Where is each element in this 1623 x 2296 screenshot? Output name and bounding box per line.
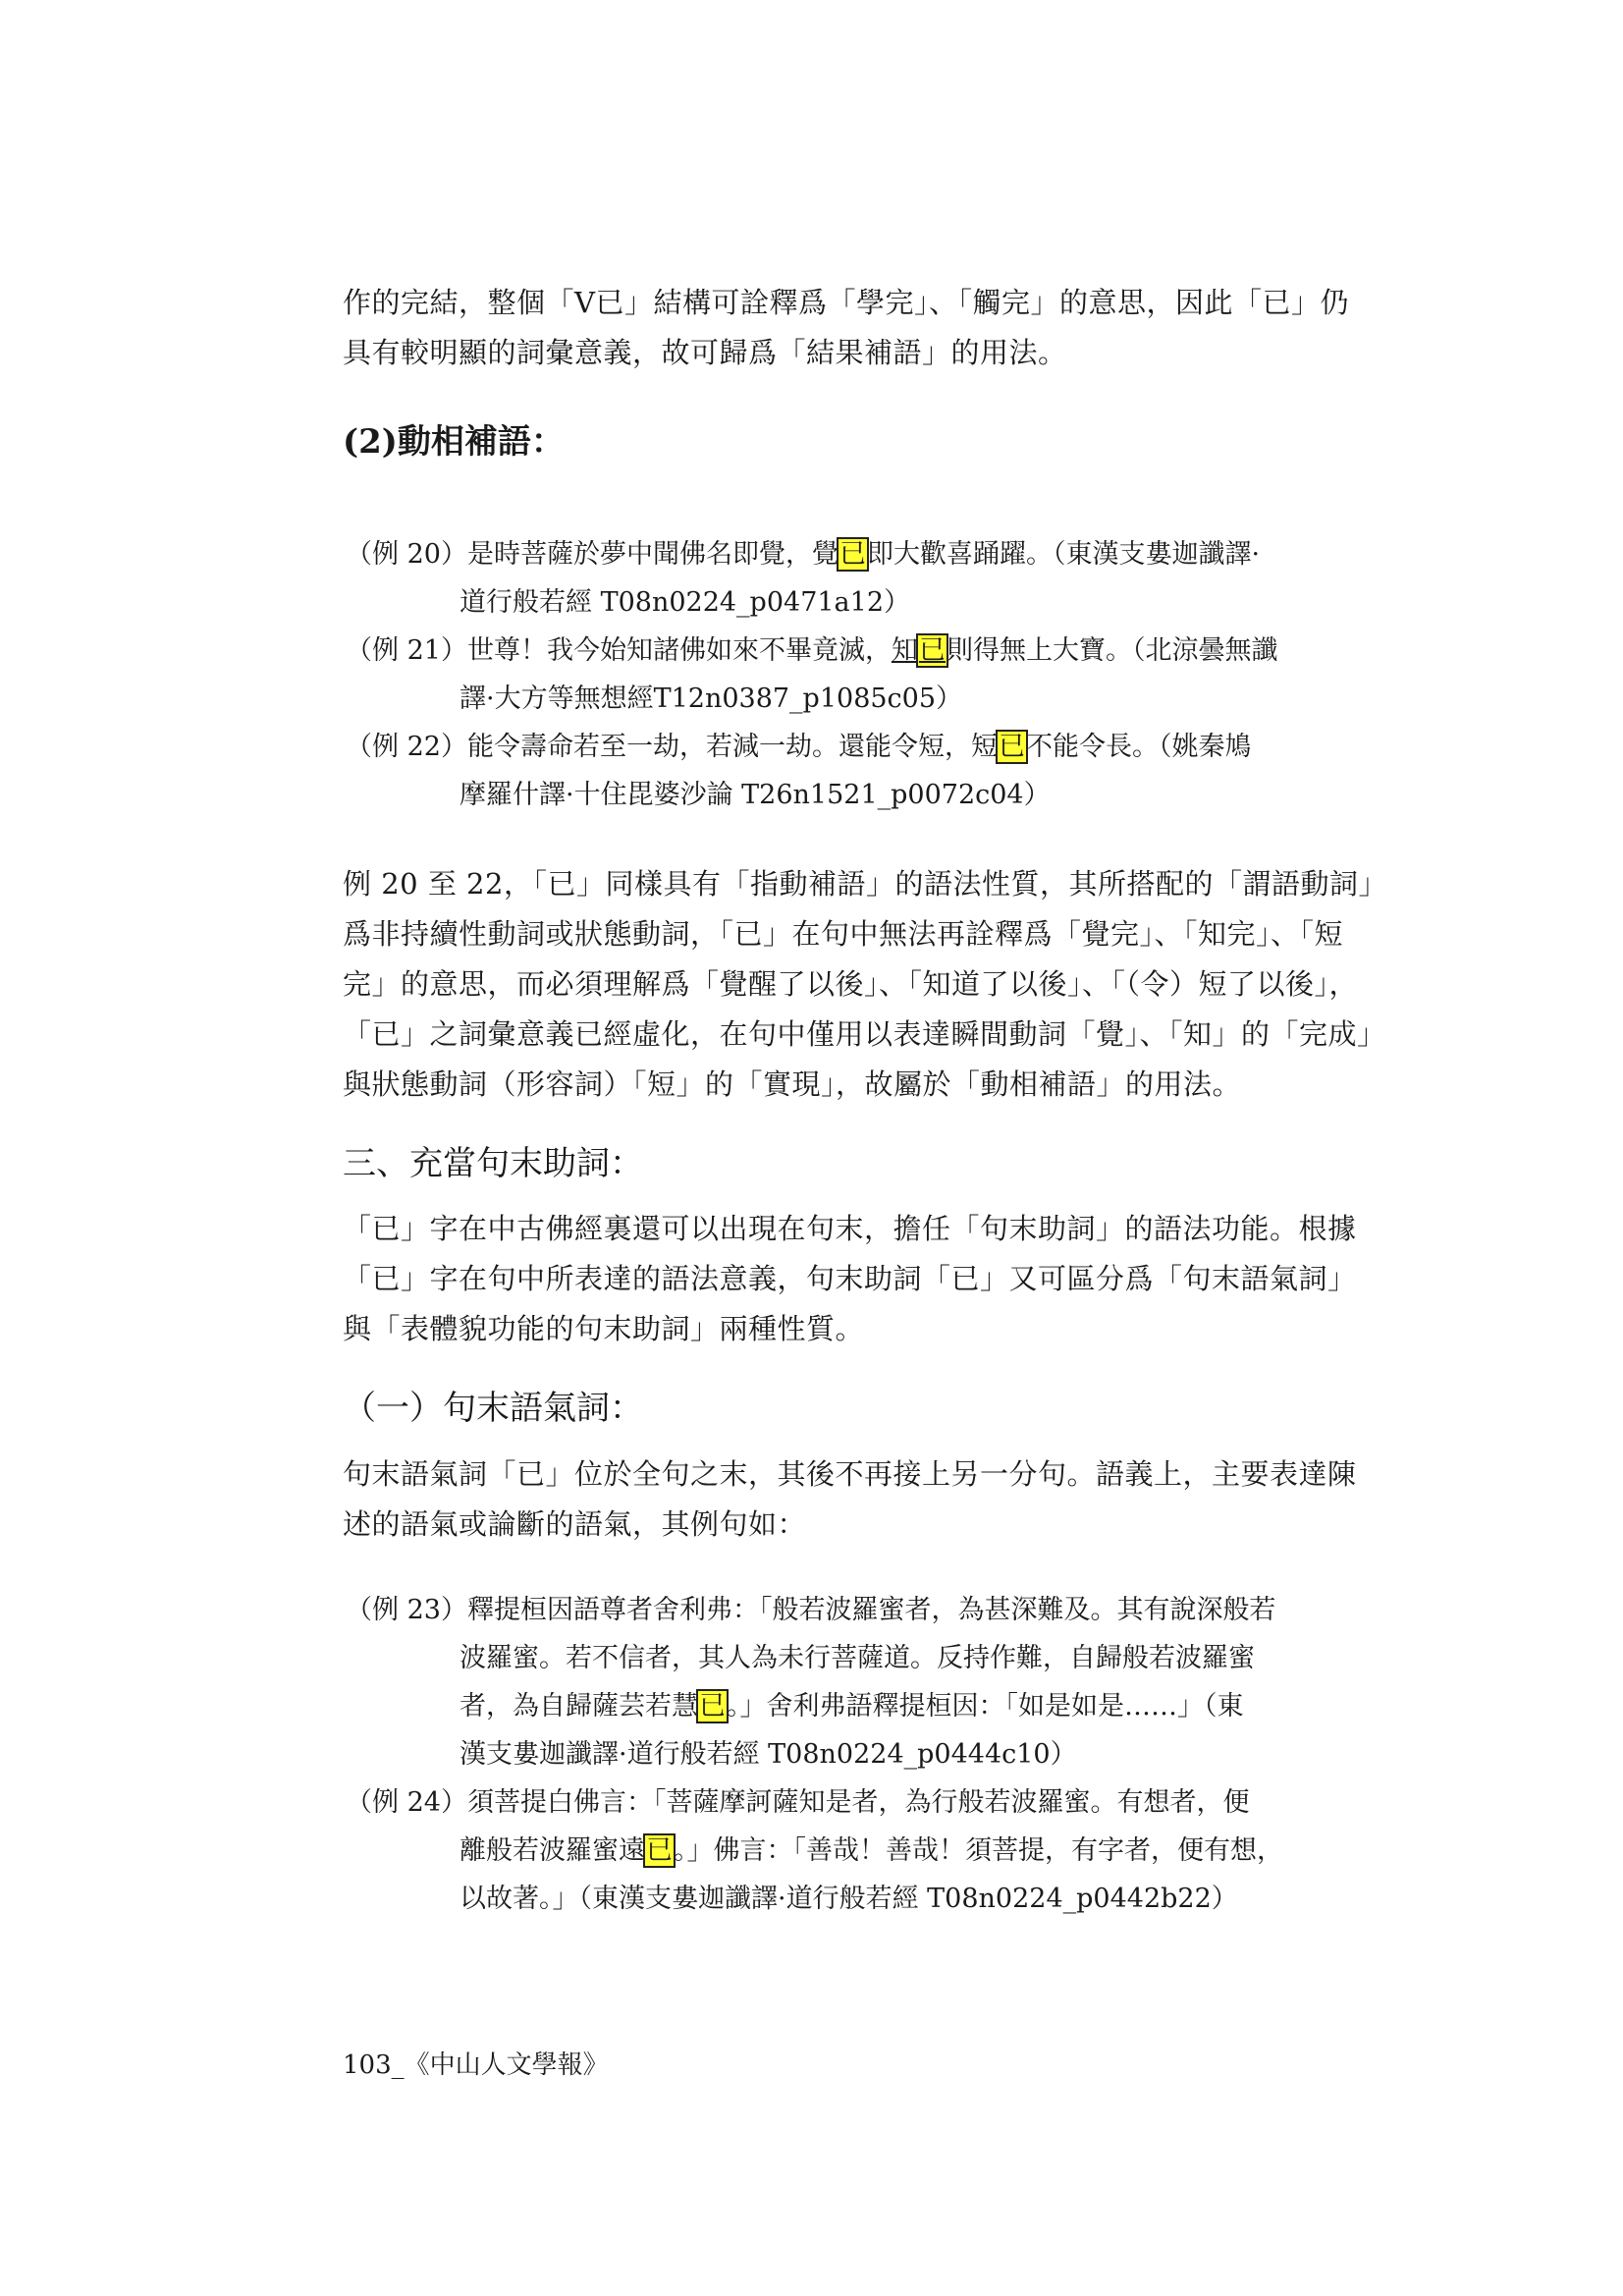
example-citation: 漢支婁迦讖譯·道行般若經 T08n0224_p0444c10） — [460, 1739, 1077, 1770]
example-text: 。」舍利弗語釋提桓因：「如是如是……」（東 — [727, 1691, 1244, 1722]
example-21 — [346, 627, 1300, 723]
highlighted-character: 已 — [699, 1691, 726, 1722]
example-citation: 以故著。」（東漢支婁迦讖譯·道行般若經 T08n0224_p0442b22） — [460, 1884, 1238, 1914]
example-22 — [346, 723, 1300, 819]
example-citation: 譯·大方等無想經T12n0387_p1085c05） — [460, 683, 963, 714]
text-line: 「已」之詞彙意義已經虛化，在句中僅用以表達瞬間動詞「覺」、「知」的「完成」 — [343, 1017, 1386, 1051]
text-line: 句末語氣詞「已」位於全句之末，其後不再接上另一分句。語義上，主要表達陳 — [343, 1457, 1357, 1491]
final-particle-paragraph — [343, 1204, 1357, 1354]
example-text: 。」佛言：「善哉！善哉！須菩提，有字者，便有想， — [674, 1835, 1283, 1866]
page-footer: 103_《中山人文學報》 — [343, 2050, 609, 2080]
modal-particle-paragraph — [343, 1449, 1357, 1550]
text-line: 與「表體貌功能的句末助詞」兩種性質。 — [343, 1312, 865, 1345]
highlighted-character: 已 — [646, 1835, 673, 1866]
example-text: （例 20）是時菩薩於夢中聞佛名即覺，覺 — [346, 539, 839, 570]
section-heading-dynamic-complement: (2)動相補語： — [343, 422, 565, 462]
text-line: 作的完結，整個「V已」結構可詮釋爲「學完」、「觸完」的意思，因此「已」仍 — [343, 286, 1349, 319]
example-text: （例 22）能令壽命若至一劫，若減一劫。還能令短，短 — [346, 732, 998, 762]
text-line: 「已」字在中古佛經裏還可以出現在句末，擔任「句末助詞」的語法功能。根據 — [343, 1212, 1357, 1245]
text-line: 具有較明顯的詞彙意義，故可歸爲「結果補語」的用法。 — [343, 336, 1067, 369]
example-20 — [346, 530, 1300, 627]
example-text: 不能令長。（姚秦鳩 — [1025, 732, 1252, 762]
example-citation: 摩羅什譯·十住毘婆沙論 T26n1521_p0072c04） — [460, 780, 1051, 810]
example-text: 者，為自歸薩芸若慧 — [460, 1691, 698, 1722]
example-text: （例 23）釋提桓因語尊者舍利弗：「般若波羅蜜者，為甚深難及。其有說深般若 — [346, 1595, 1276, 1625]
highlighted-character: 已 — [998, 732, 1025, 762]
example-text: 即大歡喜踊躍。（東漢支婁迦讖譯· — [866, 539, 1261, 570]
text-line: 述的語氣或論斷的語氣，其例句如： — [343, 1507, 807, 1541]
text-line: 爲非持續性動詞或狀態動詞，「已」在句中無法再詮釋爲「覺完」、「知完」、「短 — [343, 917, 1344, 951]
example-text: （例 24）須菩提白佛言：「菩薩摩訶薩知是者，為行般若波羅蜜。有想者，便 — [346, 1787, 1250, 1818]
subsection-heading-modal-particle: （一）句末語氣詞： — [343, 1389, 643, 1428]
example-23 — [346, 1586, 1300, 1778]
example-24 — [346, 1778, 1300, 1923]
example-text: （例 21）世尊！我今始知諸佛如來不畢竟滅， — [346, 635, 892, 666]
highlighted-character: 已 — [918, 635, 946, 666]
text-line: 與狀態動詞（形容詞）「短」的「實現」，故屬於「動相補語」的用法。 — [343, 1067, 1242, 1101]
text-line: 「已」字在句中所表達的語法意義，句末助詞「已」又可區分爲「句末語氣詞」 — [343, 1262, 1357, 1295]
example-text: 則得無上大寶。（北涼曇無讖 — [946, 635, 1278, 666]
text-line: 完」的意思，而必須理解爲「覺醒了以後」、「知道了以後」、「（令）短了以後」， — [343, 967, 1359, 1001]
intro-paragraph — [343, 278, 1349, 378]
analysis-paragraph — [343, 859, 1387, 1110]
text-line: 例 20 至 22，「已」同樣具有「指動補語」的語法性質，其所搭配的「謂語動詞」 — [343, 867, 1387, 901]
example-text: 波羅蜜。若不信者，其人為未行菩薩道。反持作難，自歸般若波羅蜜 — [460, 1643, 1255, 1673]
section-heading-final-particle: 三、充當句末助詞： — [343, 1144, 643, 1183]
highlighted-character: 已 — [839, 539, 866, 570]
underlined-character: 知 — [891, 635, 918, 666]
example-citation: 道行般若經 T08n0224_p0471a12） — [460, 587, 910, 618]
example-text: 離般若波羅蜜遠 — [460, 1835, 645, 1866]
